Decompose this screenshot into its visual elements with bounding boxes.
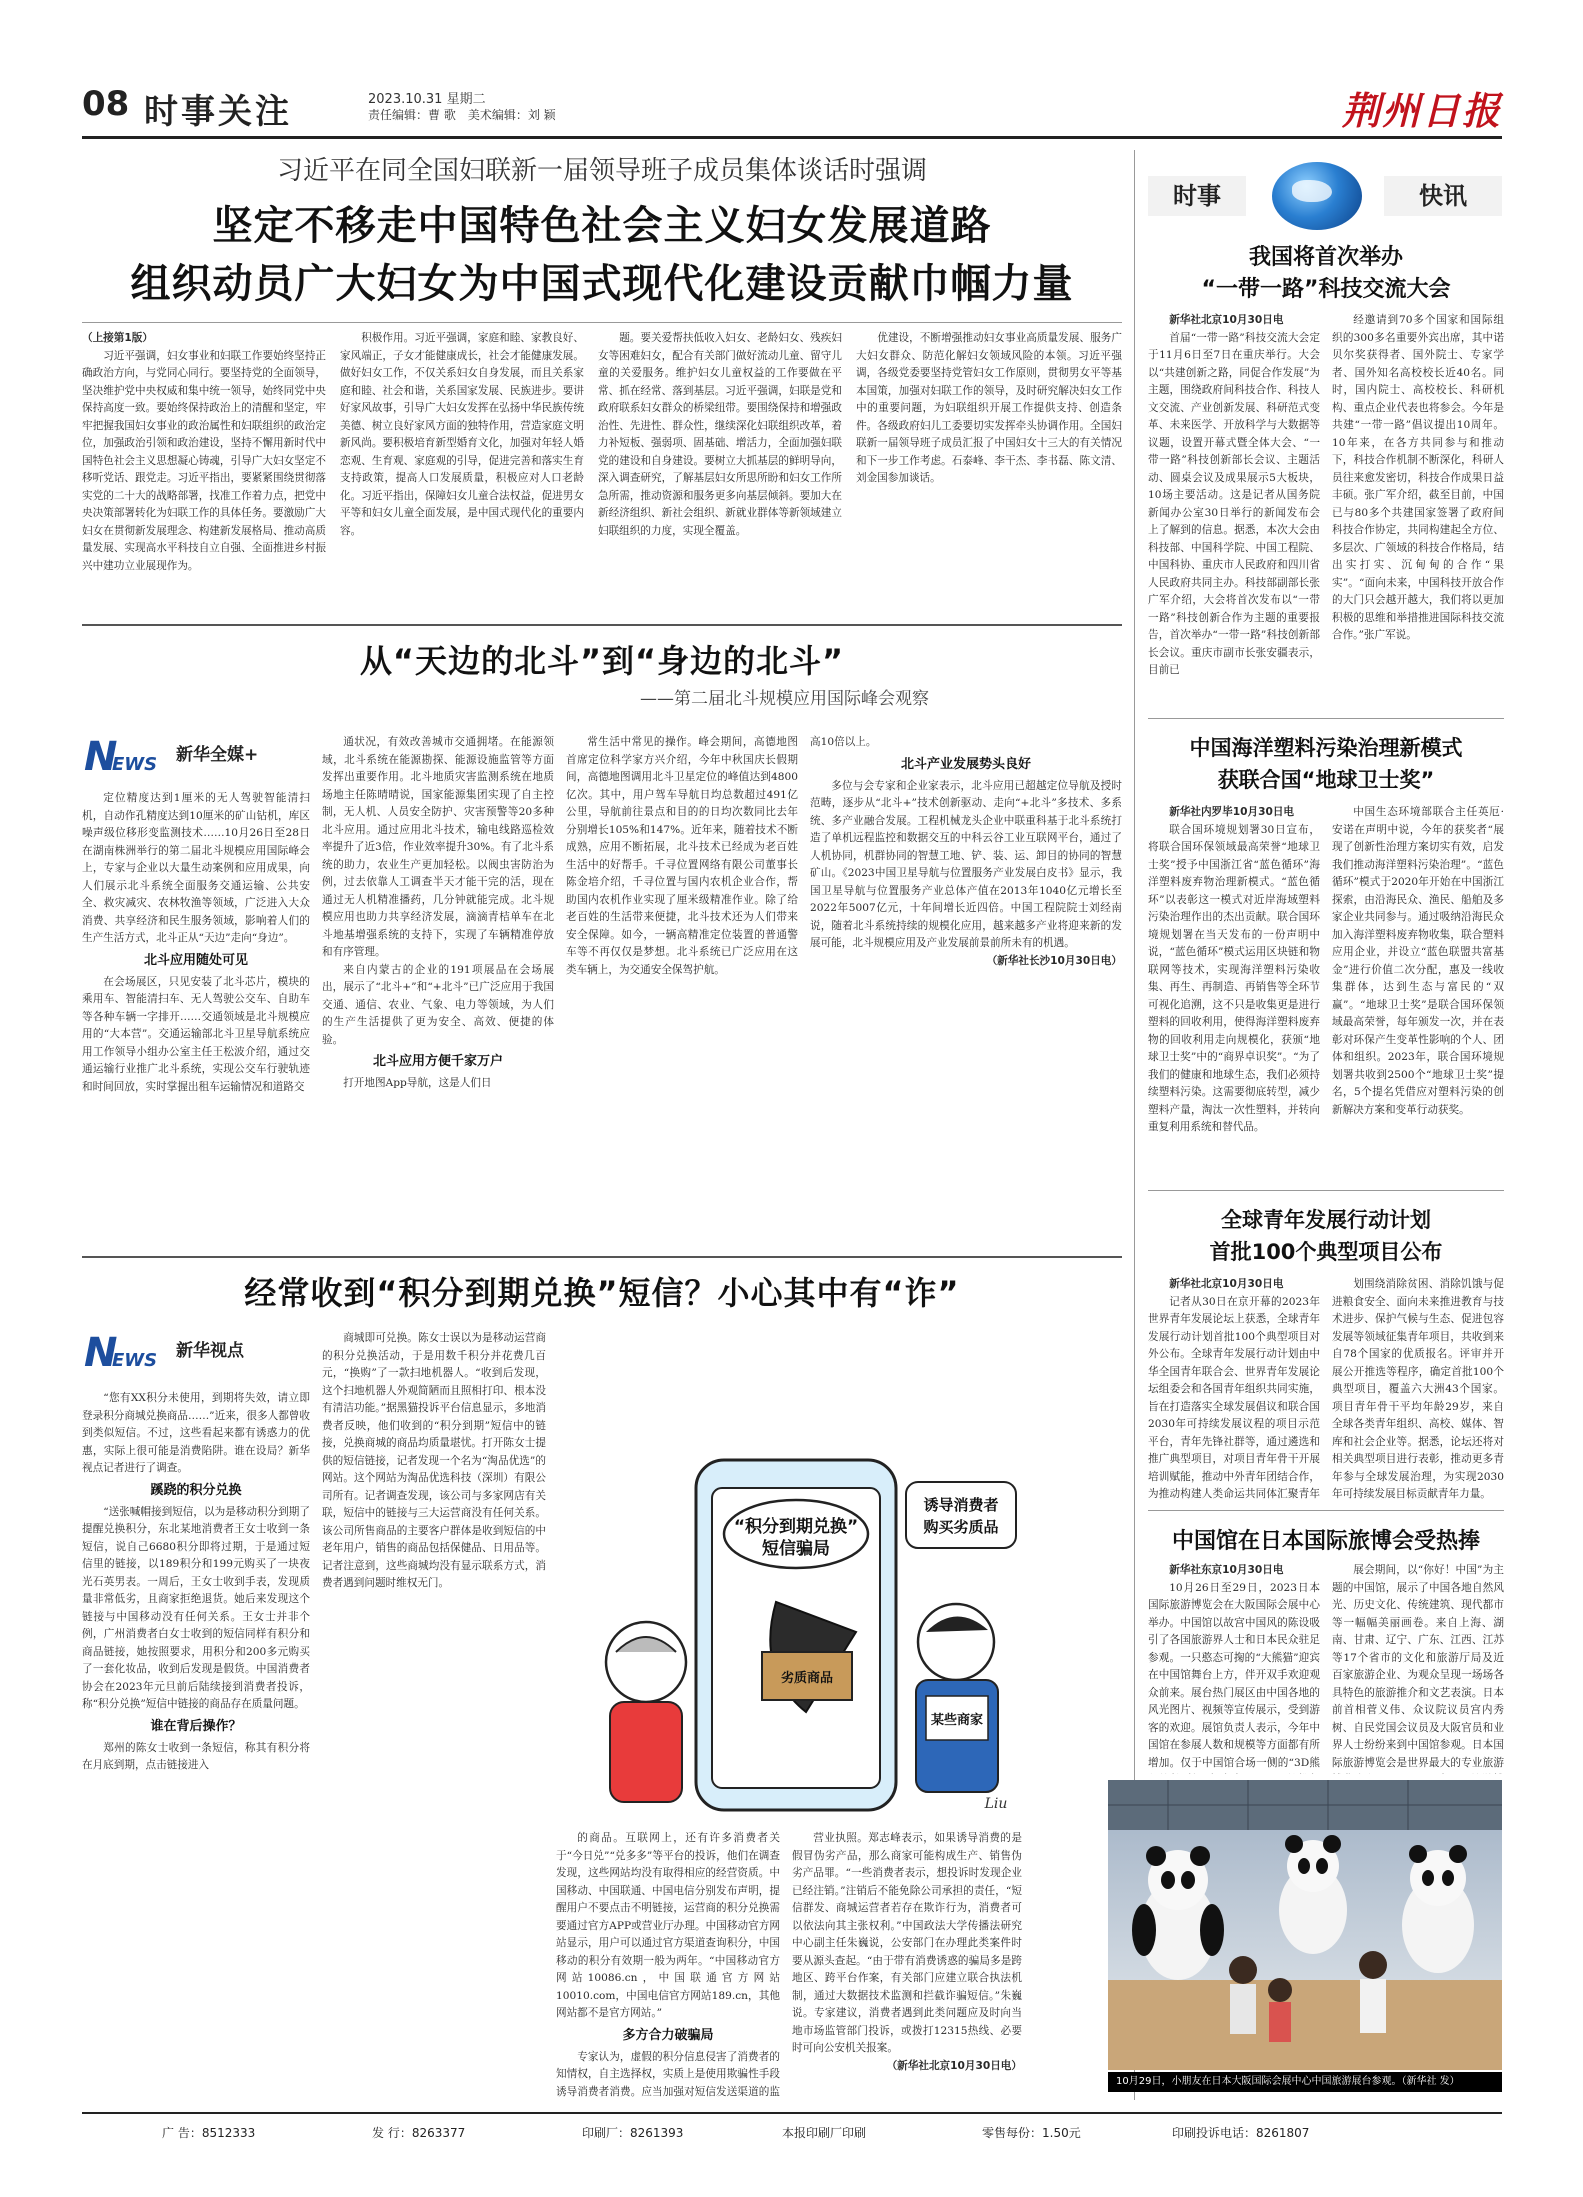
lead-kicker: 习近平在同全国妇联新一届领导班子成员集体谈话时强调 [276,156,927,186]
beidou-headline: 从“天边的北斗”到“身边的北斗” [359,642,845,680]
beidou-bottom-rule [82,1256,1122,1258]
banner-right: 快讯 [1384,176,1502,216]
editors-credit: 责任编辑：曹 歌 美术编辑：刘 颖 [368,108,556,122]
points-paragraph: 专家认为，虚假的积分信息侵害了消费者的知情权，自主选择权，实质上是使用欺骗性手段诱导消费者消费。应当加强对短信发送渠道的监 [556,2050,780,2098]
brief3-paragraph: 划围绕消除贫困、消除饥饿与促进粮食安全、面向未来推进教育与技术进步、保护气候与生态、促进包容发展等领域征集青年项目，共收到来自78个国家的优质报名。评审并开展公开推选等程序，确定首批100个典型项目，覆盖六大洲43个国家。项目青年骨干平均年龄29岁，来自全球各类青年组织、高校、媒体、智库和社会企业等。据悉，论坛还将对相关典型项目进行表彰，推动更多青年参与全球发展治理，为实现2030年可持续发展目标贡献青年力量。 [1332,1278,1504,1500]
phone-speech-line2: 短信骗局 [762,1539,830,1559]
brief1-paragraph: 经邀请到70多个国家和国际组织的300多名重要外宾出席，其中诺贝尔奖获得者、国外院士、专家学者、国外知名高校校长近40名。同时，国内院士、高校校长、科研机构、重点企业代表也将参会。今年是共建“一带一路”倡议提出10周年。10年来，在各方共同参与和推动下，科技合作机制不断深化，科研人员往来愈发密切，科技合作成果日益丰硕。张广军介绍，截至目前，中国已与80多个共建国家签署了政府间科技合作协定，共同构建起全方位、多层次、广领域的科技合作格局，结出实打实、沉甸甸的合作“果实”。“面向未来，中国科技开放合作的大门只会越开越大，我们将以更加积极的思维和举措推进国际科技交流合作。”张广军说。 [1332,314,1504,641]
beidou-column-3 [566,734,798,1250]
lead-column-3 [598,330,842,618]
issue-date: 2023.10.31 星期二 [368,92,486,107]
footer-ad-phone: 广 告：8512333 [162,2126,256,2140]
beidou-column-4 [810,734,1122,1250]
points-paragraph: 营业执照。郑志峰表示，如果诱导消费的是假冒伪劣产品，那么商家可能构成生产、销售伪劣产品罪。“一些消费者表示，想投诉时发现企业已经注销。”注销后不能免除公司承担的责任，“短信群发、商城运营者若存在欺诈行为，消费者可以依法向其主张权利。”中国政法大学传播法研究中心副主任朱巍说，公安部门在办理此类案件时要从源头查起。“由于带有消费诱惑的骗局多是跨地区、跨平台作案，有关部门应建立联合执法机制，通过大数据技术监测和拦截诈骗短信。”朱巍说。专家建议，消费者遇到此类问题应及时向当地市场监管部门投诉，或拨打12315热线、必要时可向公安机关报案。 [792,1832,1022,2054]
points-paragraph: 商城即可兑换。陈女士误以为是移动运营商的积分兑换活动，于是用数千积分并花费几百元，“换购”了一款扫地机器人。“收到后发现，这个扫地机器人外观简陋而且照相打印、根本没有清洁功能。”据黑猫投诉平台信息显示，多地消费者反映，他们收到的“积分到期”短信中的链接，兑换商城的商品均质量堪忧。打开陈女士提供的短信链接，记者发现一个名为“淘品优选”的网站。这个网站为淘品优选科技（深圳）有限公司所有。记者调查发现，该公司与多家网店有关联，短信中的链接与三大运营商没有任何关系。该公司所售商品的主要客户群体是收到短信的中老年用户，销售的商品包括保健品、日用品等。记者注意到，这些商城均没有显示联系方式，消费者遇到问题时维权无门。 [322,1332,546,1589]
beidou-subhead-2: 北斗应用方便千家万户 [372,1054,503,1069]
brief4-paragraph: 展会期间，以“你好！中国”为主题的中国馆，展示了中国各地自然风光、历史文化、传统建筑、现代都市等一幅幅美丽画卷。来自上海、湖南、甘肃、辽宁、广东、江西、江苏等17个省市的文化和旅游厅局及近百家旅游企业、为观众呈现一场场各具特色的旅游推介和文艺表演。日本前首相菅义伟、众议院议员宫内秀树、自民党国会议员及大阪官员和业界人士纷纷来到中国馆参观。日本国际旅游博览会是世界最大的专业旅游 [1332,1564,1504,1769]
footer-printing-phone: 印刷厂：8261393 [582,2126,684,2140]
beidou-subhead-3: 北斗产业发展势头良好 [900,756,1031,772]
points-subhead-1: 蹊跷的积分兑换 [150,1482,242,1498]
photo-caption: 10月29日，小朋友在日本大阪国际会展中心中国旅游展台参观。（新华社 发） [1108,2072,1502,2092]
merchant-icon [918,1604,994,1680]
crate-label: 劣质商品 [780,1671,834,1686]
brief4-dateline: 新华社东京10月30日电 [1169,1564,1284,1576]
brief2-headline-line2: 获联合国“地球卫士奖” [1217,768,1435,792]
lead-column-4 [856,330,1122,618]
brief3-column-2 [1332,1276,1504,1504]
brief2-headline-line1: 中国海洋塑料污染治理新模式 [1189,736,1463,760]
cartoon-illustration [556,1452,1026,1822]
masthead-rule [82,136,1502,139]
points-subhead-3: 谁在背后操作？ [150,1718,242,1734]
brief4-paragraph: 10月26日至29日，2023日本国际旅游博览会在大阪国际会展中心举办。中国馆以故宫中国风的陈设吸引了各国旅游界人士和日本民众驻足参观。一只憨态可掬的“大熊猫”迎宾在中国馆舞台上方，伴开双手欢迎观众前来。展台热门展区由中国各地的风光图片、视频等宣传展示，受到游客的欢迎。展馆负责人表示，今年中国馆在参展人数和规模等方面都有所增加。仅于中国馆合场一侧的“3D熊 [1148,1581,1320,1769]
continued-note: （上接第1版） [82,332,153,344]
brief2-column-1 [1148,804,1320,1184]
brief3-headline-line2: 首批100个典型项目公布 [1209,1240,1443,1264]
points-paragraph: 的商品。互联网上，还有许多消费者关于“今日兑”“兑多多”等平台的投诉，他们在调查发现，这些网站均没有取得相应的经营资质。中国移动、中国联通、中国电信分别发布声明，提醒用户不要点击不明链接，运营商的积分兑换需要通过官方APP或营业厅办理。中国移动官方网站显示，用户可以通过官方渠道查询积分，中国移动的积分有效期一般为两年。“中国移动官方网站10086.cn，中国联通官方网站10010.com，中国电信官方网站189.cn，其他网站都不是官方网站。” [556,1832,780,2019]
points-column-3 [556,1830,780,2102]
lead-column-2 [340,330,584,618]
beidou-column-2 [322,734,554,1250]
beidou-subhead-1: 北斗应用随处可见 [143,952,248,968]
lead-paragraph: 优建设，不断增强推动妇女事业高质量发展、服务广大妇女群众、防范化解妇女领域风险的本领。习近平强调，各级党委要坚持党管妇女工作原则，贯彻男女平等基本国策，加强对妇联工作的领导，及时研究解决妇女工作中的重要问题，为妇联组织开展工作提供支持、创造条件。各级政府妇儿工委要切实发挥牵头协调作用。全国妇联新一届领导班子成员汇报了中国妇女十三大的有关情况和下一步工作考虑。石泰峰、李干杰、李书磊、陈文清、刘金国参加谈话。 [856,332,1122,484]
beidou-intro: 定位精度达到1厘米的无人驾驶智能清扫机，自动作孔精度达到10厘米的矿山钻机，库区噪声级位移形变监测技术……10月26日至28日在湖南株洲举行的第二届北斗规模应用国际峰会上，专家与企业以大量生动案例和应用成果，向人们展示北斗系统全面服务交通运输、公共安全、救灾减灾、农林牧渔等领域，广泛进入大众消费、共享经济和民生服务领域，影响着人们的生产生活方式，北斗正从“天边”走向“身边”。 [82,792,310,944]
xinhua-viewpoint-brand: N EWS 新华视点 [84,1330,244,1376]
points-signoff: （新华社北京10月30日电） [886,2059,1022,2072]
brief4-column-2 [1332,1562,1504,1774]
beidou-carryover: 高10倍以上。 [810,736,877,748]
brand-label: 新华视点 [176,1341,244,1361]
page-footer [82,2112,1502,2142]
scam-cartoon [556,1452,1026,1822]
elderly-person-icon [606,1622,686,1702]
beidou-subtitle: ——第二届北斗规模应用国际峰会观察 [640,689,929,709]
points-intro: “您有XX积分未使用，到期将失效，请立即登录积分商城兑换商品……”近来，很多人都曾收到类似短信。不过，这些看起来都有诱惑力的优惠，实际上很可能是消费陷阱。谁在设局？新华视点记者进行了调查。 [82,1392,310,1474]
footer-printer: 本报印刷厂印刷 [782,2126,867,2140]
quick-news-banner [1148,160,1504,230]
phone-speech-line1: “积分到期兑换” [733,1517,859,1537]
brief1-column-2 [1332,312,1504,712]
brand-label: 新华全媒+ [176,745,259,765]
footer-complaint-phone: 印刷投诉电话：8261807 [1172,2126,1310,2140]
brief-divider [1148,718,1504,719]
beidou-signoff: （新华社长沙10月30日电） [986,954,1122,967]
beidou-paragraph: 多位与会专家和企业家表示，北斗应用已超越定位导航及授时范畴，逐步从“北斗+”技术创新驱动、走向“+北斗”多技术、多系统、多产业融合发展。工程机械龙头企业中联重科基于北斗系统打造了单机远程监控和数据交互的中科云谷工业互联网平台，通过了人机协同，机群协同的智慧工地、铲、装、运、卸目的协同的智慧矿山。《2023中国卫星导航与位置服务产业发展白皮书》显示，我国卫星导航与位置服务产业总体产值在2013年1040亿元增长至2022年5007亿元，十年间增长近四倍。中国工程院院士刘经南说，随着北斗系统持续的规模化应用，越来越多产业将迎来新的发展可能，北斗规模应用及产业发展前景前所未有的机遇。 [810,779,1122,949]
brief1-headline-line2: “一带一路”科技交流大会 [1201,277,1451,302]
lead-headline-line1: 坚定不移走中国特色社会主义妇女发展道路 [212,203,992,249]
expo-photo-image [1108,1780,1502,2070]
paper-logo: 荆州日报 [1341,88,1502,133]
brief-divider [1148,1510,1504,1511]
points-column-4 [792,1830,1022,2102]
lead-headline-line2: 组织动员广大妇女为中国式现代化建设贡献巾帼力量 [130,261,1074,307]
brief1-dateline: 新华社北京10月30日电 [1169,314,1284,326]
beidou-column-1 [82,790,310,1250]
bubble-line1: 诱导消费者 [923,1496,999,1514]
points-paragraph: “送张喊帽接到短信，以为是移动积分到期了提醒兑换积分，东北某地消费者王女士收到一条短信，说自己6680积分即将过期，于是通过短信里的链接，以189积分和199元购买了一块夜光石英男表。一周后，王女士收到手表，发现质量非常低劣，且商家拒绝退货。她后来发现这个链接与中国移动没有任何关系。王女士并非个例，广州消费者白女士收到的短信同样有积分和商品链接，她按照要求，用积分和200多元购买了一套化妆品，收到后发现是假货。中国消费者协会在2023年元旦前后陆续接到消费者投诉，称“积分兑换”短信中链接的商品存在质量问题。 [82,1505,310,1710]
brief3-headline-line1: 全球青年发展行动计划 [1221,1208,1431,1232]
brief-divider [1148,1190,1504,1191]
lead-column-1 [82,330,326,618]
brief2-paragraph: 联合国环境规划署30日宣布，将联合国环保领域最高荣誉“地球卫士奖”授予中国浙江省“蓝色循环”海洋塑料废弃物治理新模式。“蓝色循环”以表彰这一模式对近岸海域塑料污染治理作出的杰出贡献。联合国环境规划署在当天发布的一份声明中说，“蓝色循环”模式运用区块链和物联网等技术，实现海洋塑料污染收集、再生、再制造、再销售等全环节可视化追溯，这不只是收集更是进行塑料的回收利用，使得海洋塑料废弃物的回收利用走向规模化，获颁“地球卫士奖”中的“商界卓识奖”。“为了我们的健康和地球生态，我们必须持续塑料污染。这需要彻底转型，减少塑料产量，淘汰一次性塑料，并转向重复利用系统和替代品。 [1148,823,1320,1133]
brief2-column-2 [1332,804,1504,1184]
points-subhead-2: 多方合力破骗局 [622,2027,714,2043]
brief4-column-1 [1148,1562,1320,1774]
lead-divider [82,322,1122,323]
points-paragraph: 郑州的陈女士收到一条短信，称其有积分将在月底到期，点击链接进入 [82,1741,310,1771]
footer-price: 零售每份：1.50元 [982,2126,1081,2140]
beidou-paragraph: 来自内蒙古的企业的191项展品在会场展出，展示了“北斗+”和“+北斗”已广泛应用于我国交通、通信、农业、气象、电力等领域，为人们的生产生活提供了更为安全、高效、便捷的体验。 [322,963,554,1046]
brief2-paragraph: 中国生态环境部联合主任英厄·安诺在声明中说，今年的获奖者“展现了创新性治理方案切实有效，启发我们推动海洋塑料污染治理”。“蓝色循环”模式于2020年开始在中国浙江探索，由沿海民众、渔民、船舶及多家企业共同参与。通过吸纳沿海民众加入海洋塑料废弃物收集，联合塑料应用企业，并设立“蓝色联盟共富基金”进行价值二次分配，惠及一线收集群体，达到生态与富民的“双赢”。“地球卫士奖”是联合国环保领域最高荣誉，每年颁发一次，并在表彰对环保产生变革性影响的个人、团体和组织。2023年，联合国环境规划署共收到2500个“地球卫士奖”提名，5个提名凭借应对塑料污染的创新解决方案和变革行动获奖。 [1332,806,1504,1116]
brief3-dateline: 新华社北京10月30日电 [1169,1278,1284,1290]
page-number: 08 [82,84,130,124]
brief2-dateline: 新华社内罗毕10月30日电 [1169,806,1295,818]
points-headline: 经常收到“积分到期兑换”短信？小心其中有“诈” [244,1274,960,1312]
footer-circulation-phone: 发 行：8263377 [372,2126,466,2140]
section-title: 时事关注 [144,92,292,132]
expo-photo [1108,1780,1502,2070]
brief1-headline-line1: 我国将首次举办 [1248,245,1403,270]
brief3-paragraph: 记者从30日在京开幕的2023年世界青年发展论坛上获悉，全球青年发展行动计划首批100个典型项目对外公布。全球青年发展行动计划由中华全国青年联合会、世界青年发展论坛组委会和各国青年组织共同实施，旨在打造落实全球发展倡议和联合国2030年可持续发展议程的项目示范平台，青年先锋社群等，通过遴选和推广典型项目，对项目青年骨干开展培训赋能，推动中外青年团结合作，为推动构建人类命运共同体汇聚青年 [1148,1295,1320,1500]
lead-bottom-rule [82,624,1122,626]
masthead [82,84,1502,136]
globe-icon [1272,162,1362,230]
brief3-column-1 [1148,1276,1320,1504]
cartoon-signature: Liu [984,1796,1008,1812]
lead-paragraph: 习近平强调，妇女事业和妇联工作要始终坚持正确政治方向，与党同心同行。要坚持党的全面领导，坚决维护党中央权威和集中统一领导，始终同党中央保持高度一致。要始终保持政治上的清醒和坚定，牢牢把握我国妇女事业的政治属性和妇联组织的政治定位，加强政治引领和政治建设，坚持不懈用新时代中国特色社会主义思想凝心铸魂，引导广大妇女坚定不移听党话、跟党走。习近平指出，要紧紧围绕贯彻落实党的二十大的战略部署，找准工作着力点，把党中央决策部署转化为妇联工作的具体任务。要激励广大妇女在贯彻新发展理念、构建新发展格局、推动高质量发展、实现高水平科技自立自强、全面推进乡村振兴中建功立业展现作为。 [82,349,326,572]
merchant-label: 某些商家 [930,1713,984,1728]
beidou-paragraph: 在会场展区，只见安装了北斗芯片，模块的乘用车、智能清扫车、无人驾驶公交车、自助车等各种车辆一字排开……交通领域是北斗规模应用的“大本营”。交通运输部北斗卫星导航系统应用工作领导小组办公室主任王松波介绍，通过交通运输行业推广北斗系统，实现公交车行驶轨迹和时间回放，实时掌握出租车运输情况和道路交 [82,975,310,1093]
points-column-2 [322,1330,546,2102]
banner-left: 时事 [1148,176,1246,216]
points-column-1 [82,1390,310,2102]
bubble-line2: 购买劣质品 [923,1518,999,1536]
brief1-column-1 [1148,312,1320,712]
lead-paragraph: 题。要关爱帮扶低收入妇女、老龄妇女、残疾妇女等困难妇女，配合有关部门做好流动儿童、留守儿童的关爱服务。维护妇女儿童权益的工作要做在平常、抓在经常、落到基层。习近平强调，妇联是党和政府联系妇女群众的桥梁纽带。要围绕保持和增强政治性、先进性、群众性，继续深化妇联组织改革，着力补短板、强弱项、固基础、增活力，全面加强妇联党的建设和自身建设。要树立大抓基层的鲜明导向，深入调查研究，了解基层妇女所思所盼和妇女工作所急所需，推动资源和服务更多向基层倾斜。要加大在新经济组织、新社会组织、新就业群体等新领域建立妇联组织的力度，实现全覆盖。 [598,332,842,537]
lead-paragraph: 积极作用。习近平强调，家庭和睦、家教良好、家风端正，子女才能健康成长，社会才能健康发展。做好妇女工作，不仅关系妇女自身发展，而且关系家庭和睦、社会和谐，关系国家发展、民族进步。要讲好家风故事，引导广大妇女发挥在弘扬中华民族传统美德、树立良好家风方面的独特作用，营造家庭文明新风尚。要积极培育新型婚育文化，加强对年轻人婚恋观、生育观、家庭观的引导，促进完善和落实生育支持政策，提高人口发展质量，积极应对人口老龄化。习近平指出，保障妇女儿童合法权益，促进男女平等和妇女儿童全面发展，是中国式现代化的重要内容。 [340,332,584,537]
brief4-headline: 中国馆在日本国际旅博会受热捧 [1171,1529,1480,1554]
beidou-paragraph: 打开地图App导航，这是人们日 [343,1077,492,1089]
beidou-paragraph: 常生活中常见的操作。峰会期间，高德地图首席定位科学家方兴介绍，今年中秋国庆长假期间，高德地图调用北斗卫星定位的峰值达到4800亿次。其中，用户驾车导航日均总数超过491亿公里，导航前往景点和目的的日均次数同比去年分别增长105%和147%。近年来，随着技术不断成熟，应用不断拓展，北斗技术已经成为老百姓生活中的好帮手。千寻位置网络有限公司董事长陈金培介绍，千寻位置与国内农机企业合作，帮助国内农机作业实现了厘米级精准作业。除了给老百姓的生活带来便捷，北斗技术还为人们带来安全保障。如今，一辆高精准定位装置的普通警车等不再仅仅是梦想。北斗系统已广泛应用在这类车辆上，为交通安全保驾护航。 [566,736,798,976]
beidou-paragraph: 通状况，有效改善城市交通拥堵。在能源领域，北斗系统在能源勘探、能源设施监管等方面发挥出重要作用。北斗地质灾害监测系统在地质场地主任陈晴晴说，国家能源集团实现了自主控制，无人机、人员安全防护、灾害预警等20多种北斗应用。通过应用北斗技术，输电线路巡检效率提升了近3倍，作业效率提升30%。有了北斗系统的助力，农业生产更加轻松。以阀虫害防治为例，过去依靠人工调查半天才能干完的活，现在通过无人机精准播药，几分钟就能完成。北斗规模应用也助力共享经济发展，滴滴青桔单车在北斗地基增强系统的支持下，实现了车辆精准停放和有序管理。 [322,736,554,958]
brief1-paragraph: 首届“一带一路”科技交流大会定于11月6日至7日在重庆举行。大会以“共建创新之路，同促合作发展”为主题，围绕政府间科技合作、科技人文交流、产业创新发展、科研范式变革、未来医学、开放科学与大数据等议题，设置开幕式暨全体大会、“一带一路”科技创新部长会议、主题活动、圆桌会议及成果展示5大板块，10场主要活动。这是记者从国务院新闻办公室30日举行的新闻发布会上了解到的信息。据悉，本次大会由科技部、中国科学院、中国工程院、中国科协、重庆市人民政府和四川省人民政府共同主办。科技部副部长张广军介绍，大会将首次发布以“一带一路”科技创新合作为主题的重要报告，首次举办“一带一路”科技创新部长会议。重庆市副市长张安疆表示，目前已 [1148,331,1320,676]
xinhua-allmedia-brand: N EWS 新华全媒+ [84,734,259,780]
